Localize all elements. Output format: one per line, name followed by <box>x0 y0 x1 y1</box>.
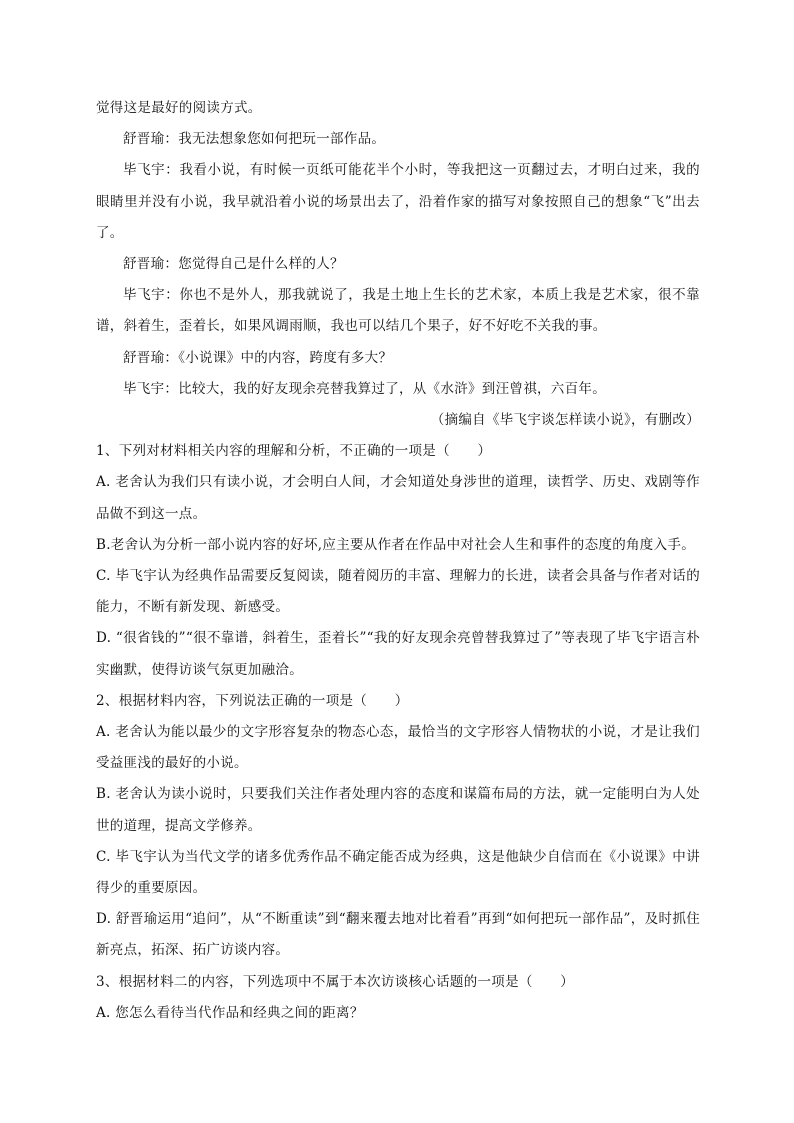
question-3 <box>96 967 700 1029</box>
option-b: B.老舍认为分析一部小说内容的好坏,应主要从作者在作品中对社会人生和事件的态度的角度入手。 <box>96 536 696 553</box>
option-d: D. “很省钱的”“很不靠谱，斜着生，歪着长”“我的好友现余亮曾替我算过了”等表现了毕飞宇语言朴实幽默，使得访谈气氛更加融洽。 <box>96 630 700 678</box>
interview-question: 舒晋瑜：我无法想象您如何把玩一部作品。 <box>123 131 386 148</box>
interview-answer: 毕飞宇：你也不是外人，那我就说了，我是土地上生长的艺术家，本质上我是艺术家，很不靠谱，斜着生，歪着长，如果风调雨顺，我也可以结几个果子，好不好吃不关我的事。 <box>96 287 700 335</box>
question-2 <box>96 686 700 967</box>
option-b: B. 老舍认为读小说时，只要我们关注作者处理内容的态度和谋篇布局的方法，就一定能明白为人处世的道理，提高文学修养。 <box>96 786 700 834</box>
interview-question: 舒晋瑜：《小说课》中的内容，跨度有多大？ <box>123 349 393 366</box>
source-note: （摘编自《毕飞宇谈怎样读小说》，有删改） <box>430 412 700 429</box>
option-d: D. 舒晋瑜运用“追问”，从“不断重读”到“翻来覆去地对比着看”再到“如何把玩一部作品”，及时抓住新亮点，拓深、拓广访谈内容。 <box>96 911 700 959</box>
document-page <box>96 93 700 1029</box>
question-title: 2、根据材料内容，下列说法正确的一项是（ ） <box>96 692 409 709</box>
interview-answer: 毕飞宇：比较大，我的好友现余亮替我算过了，从《水浒》到汪曾祺，六百年。 <box>123 380 606 397</box>
question-1 <box>96 436 700 686</box>
option-c: C. 毕飞宇认为当代文学的诸多优秀作品不确定能否成为经典，这是他缺少自信而在《小说课》中讲得少的重要原因。 <box>96 848 700 897</box>
question-title: 1、下列对材料相关内容的理解和分析，不正确的一项是（ ） <box>96 443 492 460</box>
option-a: A. 老舍认为能以最少的文字形容复杂的物态心态，最恰当的文字形容人情物状的小说，才是让我们受益匪浅的最好的小说。 <box>96 724 700 772</box>
option-a: A. 老舍认为我们只有读小说，才会明白人间，才会知道处身涉世的道理，读哲学、历史、戏剧等作品做不到这一点。 <box>96 474 700 522</box>
paragraph-continuation: 觉得这是最好的阅读方式。 <box>96 100 262 116</box>
option-a: A. 您怎么看待当代作品和经典之间的距离？ <box>96 1004 364 1021</box>
question-title: 3、根据材料二的内容，下列选项中不属于本次访谈核心话题的一项是（ ） <box>96 973 575 990</box>
interview-question: 舒晋瑜：您觉得自己是什么样的人？ <box>123 256 344 273</box>
option-c: C. 毕飞宇认为经典作品需要反复阅读，随着阅历的丰富、理解力的长进，读者会具备与作者对话的能力，不断有新发现、新感受。 <box>96 568 700 616</box>
interview-answer: 毕飞宇：我看小说，有时候一页纸可能花半个小时，等我把这一页翻过去，才明白过来，我的眼睛里并没有小说，我早就沿着小说的场景出去了，沿着作家的描写对象按照自己的想象“飞”出去了。 <box>96 162 700 241</box>
